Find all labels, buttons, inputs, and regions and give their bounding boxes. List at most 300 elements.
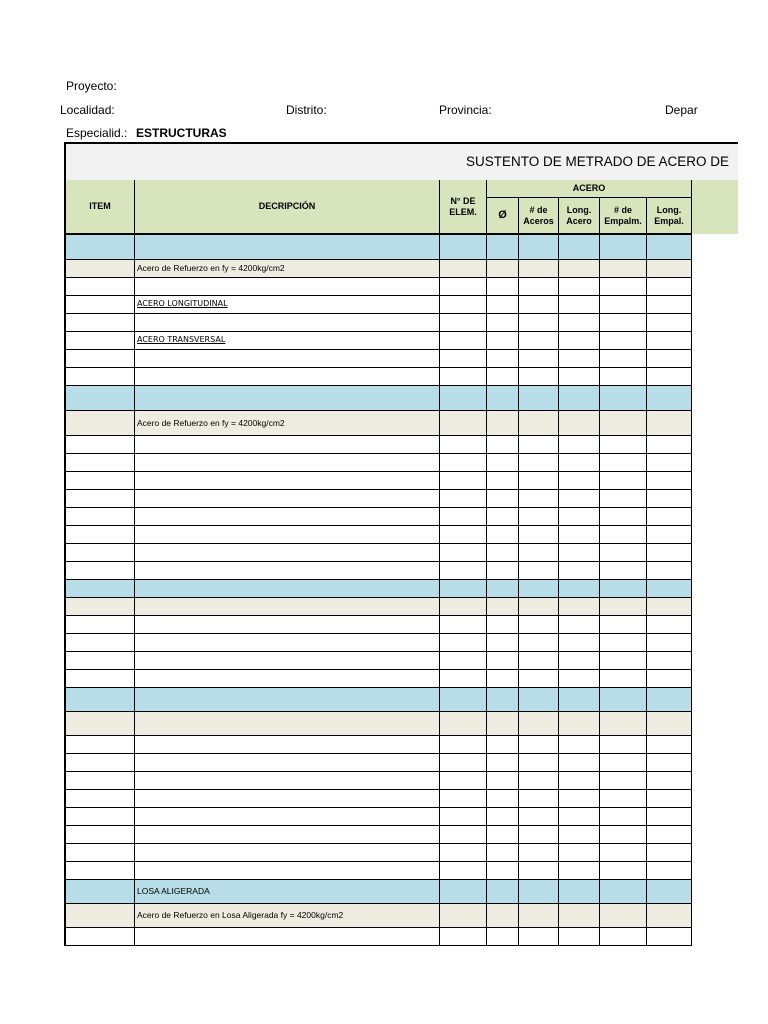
cell-nelem — [440, 904, 487, 928]
cell-desc — [135, 490, 440, 508]
cell-item — [66, 580, 135, 598]
cell-dia — [487, 808, 519, 826]
cell-dia — [487, 235, 519, 260]
table-title: SUSTENTO DE METRADO DE ACERO DE — [466, 154, 730, 169]
cell-nemp — [600, 670, 647, 688]
cell-nac — [519, 634, 559, 652]
cell-item — [66, 736, 135, 754]
cell-item — [66, 508, 135, 526]
cell-lemp — [647, 712, 692, 736]
cell-lac — [559, 350, 600, 368]
cell-item — [66, 712, 135, 736]
cell-lac — [559, 508, 600, 526]
cell-nelem — [440, 544, 487, 562]
cell-nemp — [600, 826, 647, 844]
cell-nelem — [440, 790, 487, 808]
cell-dia — [487, 436, 519, 454]
cell-nelem — [440, 616, 487, 634]
cell-lac — [559, 880, 600, 904]
cell-dia — [487, 454, 519, 472]
cell-lac — [559, 670, 600, 688]
header-long-empal: Long. Empal. — [647, 198, 692, 234]
cell-nelem — [440, 736, 487, 754]
cell-desc — [135, 350, 440, 368]
cell-lemp — [647, 368, 692, 386]
row-description: Acero de Refuerzo en Losa Aligerada fy = 4200kg/cm2 — [137, 910, 344, 920]
cell-lemp — [647, 862, 692, 880]
cell-nac — [519, 296, 559, 314]
cell-item — [66, 436, 135, 454]
cell-dia — [487, 772, 519, 790]
cell-nemp — [600, 314, 647, 332]
cell-nemp — [600, 350, 647, 368]
cell-nelem — [440, 688, 487, 712]
cell-nac — [519, 826, 559, 844]
cell-lac — [559, 314, 600, 332]
cell-dia — [487, 736, 519, 754]
cell-item — [66, 260, 135, 278]
cell-desc — [135, 652, 440, 670]
cell-lac — [559, 688, 600, 712]
cell-lemp — [647, 260, 692, 278]
cell-lemp — [647, 508, 692, 526]
cell-nac — [519, 904, 559, 928]
cell-dia — [487, 616, 519, 634]
cell-nemp — [600, 368, 647, 386]
cell-dia — [487, 278, 519, 296]
cell-nemp — [600, 880, 647, 904]
cell-dia — [487, 712, 519, 736]
cell-nelem — [440, 386, 487, 411]
cell-nelem — [440, 808, 487, 826]
cell-nac — [519, 688, 559, 712]
cell-item — [66, 296, 135, 314]
especialidad-label: Especialid.: — [66, 126, 128, 140]
cell-item — [66, 350, 135, 368]
cell-nelem — [440, 235, 487, 260]
cell-item — [66, 598, 135, 616]
cell-item — [66, 904, 135, 928]
cell-lemp — [647, 562, 692, 580]
cell-lemp — [647, 754, 692, 772]
cell-item — [66, 844, 135, 862]
cell-nelem — [440, 508, 487, 526]
cell-lac — [559, 454, 600, 472]
cell-nac — [519, 844, 559, 862]
cell-lemp — [647, 411, 692, 436]
cell-nemp — [600, 754, 647, 772]
cell-item — [66, 332, 135, 350]
cell-nac — [519, 411, 559, 436]
header-long-acero: Long. Acero — [559, 198, 600, 234]
cell-nac — [519, 670, 559, 688]
departamento-label: Depar — [665, 103, 698, 117]
header-n-elem: N° DE ELEM. — [440, 180, 487, 234]
cell-lac — [559, 754, 600, 772]
cell-dia — [487, 490, 519, 508]
row-description: LOSA ALIGERADA — [137, 886, 210, 896]
cell-nac — [519, 544, 559, 562]
cell-nac — [519, 928, 559, 946]
cell-lemp — [647, 598, 692, 616]
cell-nemp — [600, 862, 647, 880]
cell-nac — [519, 616, 559, 634]
cell-dia — [487, 862, 519, 880]
cell-nelem — [440, 880, 487, 904]
header-diametro: Ø — [487, 198, 519, 234]
cell-nemp — [600, 688, 647, 712]
cell-nelem — [440, 928, 487, 946]
cell-item — [66, 386, 135, 411]
cell-item — [66, 544, 135, 562]
cell-dia — [487, 652, 519, 670]
cell-lac — [559, 436, 600, 454]
cell-nemp — [600, 454, 647, 472]
cell-desc — [135, 235, 440, 260]
cell-dia — [487, 386, 519, 411]
header-extension — [692, 180, 738, 234]
cell-lemp — [647, 928, 692, 946]
cell-nac — [519, 260, 559, 278]
cell-lac — [559, 862, 600, 880]
cell-desc — [135, 772, 440, 790]
cell-dia — [487, 508, 519, 526]
cell-item — [66, 754, 135, 772]
cell-desc — [135, 808, 440, 826]
cell-item — [66, 862, 135, 880]
cell-nemp — [600, 580, 647, 598]
cell-lac — [559, 411, 600, 436]
cell-item — [66, 472, 135, 490]
cell-nac — [519, 598, 559, 616]
cell-dia — [487, 844, 519, 862]
cell-dia — [487, 296, 519, 314]
cell-lac — [559, 386, 600, 411]
cell-item — [66, 235, 135, 260]
cell-desc — [135, 928, 440, 946]
cell-nac — [519, 862, 559, 880]
cell-nelem — [440, 454, 487, 472]
cell-lac — [559, 928, 600, 946]
cell-nemp — [600, 526, 647, 544]
cell-nelem — [440, 332, 487, 350]
cell-lemp — [647, 736, 692, 754]
cell-nemp — [600, 634, 647, 652]
header-acero-group: ACERO — [487, 180, 692, 198]
cell-dia — [487, 544, 519, 562]
cell-item — [66, 526, 135, 544]
cell-nac — [519, 808, 559, 826]
cell-dia — [487, 754, 519, 772]
cell-lac — [559, 472, 600, 490]
cell-item — [66, 616, 135, 634]
cell-desc — [135, 862, 440, 880]
row-description: ACERO TRANSVERSAL — [137, 335, 226, 344]
cell-lac — [559, 772, 600, 790]
cell-lemp — [647, 235, 692, 260]
cell-lemp — [647, 332, 692, 350]
cell-nelem — [440, 260, 487, 278]
cell-lac — [559, 332, 600, 350]
cell-item — [66, 790, 135, 808]
cell-nelem — [440, 754, 487, 772]
cell-lac — [559, 634, 600, 652]
cell-nac — [519, 880, 559, 904]
cell-nemp — [600, 844, 647, 862]
cell-nac — [519, 580, 559, 598]
cell-dia — [487, 670, 519, 688]
cell-dia — [487, 928, 519, 946]
cell-nac — [519, 235, 559, 260]
cell-lac — [559, 712, 600, 736]
cell-dia — [487, 314, 519, 332]
cell-desc — [135, 736, 440, 754]
cell-nac — [519, 790, 559, 808]
header-descripcion: DECRIPCIÓN — [135, 180, 440, 234]
cell-lac — [559, 526, 600, 544]
cell-lac — [559, 544, 600, 562]
cell-lac — [559, 368, 600, 386]
cell-nemp — [600, 411, 647, 436]
cell-nemp — [600, 508, 647, 526]
cell-dia — [487, 472, 519, 490]
cell-desc — [135, 826, 440, 844]
cell-nelem — [440, 278, 487, 296]
cell-dia — [487, 790, 519, 808]
cell-item — [66, 368, 135, 386]
cell-lac — [559, 826, 600, 844]
cell-lac — [559, 296, 600, 314]
cell-desc — [135, 670, 440, 688]
cell-desc — [135, 712, 440, 736]
cell-desc — [135, 598, 440, 616]
localidad-label: Localidad: — [60, 103, 115, 117]
cell-nac — [519, 332, 559, 350]
cell-desc — [135, 790, 440, 808]
cell-lac — [559, 904, 600, 928]
cell-desc — [135, 754, 440, 772]
cell-nelem — [440, 490, 487, 508]
cell-lemp — [647, 688, 692, 712]
cell-item — [66, 562, 135, 580]
cell-nemp — [600, 490, 647, 508]
cell-nelem — [440, 844, 487, 862]
cell-nac — [519, 754, 559, 772]
cell-item — [66, 670, 135, 688]
cell-desc — [135, 616, 440, 634]
cell-item — [66, 772, 135, 790]
cell-desc — [135, 844, 440, 862]
cell-desc — [135, 436, 440, 454]
cell-nemp — [600, 472, 647, 490]
especialidad-value: ESTRUCTURAS — [136, 126, 227, 140]
cell-lemp — [647, 826, 692, 844]
cell-nac — [519, 278, 559, 296]
cell-nelem — [440, 314, 487, 332]
cell-lemp — [647, 350, 692, 368]
cell-lemp — [647, 436, 692, 454]
cell-desc — [135, 580, 440, 598]
distrito-label: Distrito: — [286, 103, 327, 117]
cell-dia — [487, 562, 519, 580]
cell-nac — [519, 736, 559, 754]
cell-item — [66, 454, 135, 472]
cell-item — [66, 490, 135, 508]
cell-lemp — [647, 670, 692, 688]
cell-nelem — [440, 862, 487, 880]
cell-nelem — [440, 562, 487, 580]
cell-dia — [487, 526, 519, 544]
cell-nac — [519, 436, 559, 454]
cell-lemp — [647, 616, 692, 634]
cell-item — [66, 634, 135, 652]
cell-lac — [559, 260, 600, 278]
cell-nac — [519, 368, 559, 386]
cell-nemp — [600, 386, 647, 411]
cell-nelem — [440, 712, 487, 736]
cell-item — [66, 688, 135, 712]
cell-nemp — [600, 736, 647, 754]
cell-item — [66, 278, 135, 296]
cell-nemp — [600, 235, 647, 260]
cell-nemp — [600, 562, 647, 580]
cell-item — [66, 826, 135, 844]
cell-nemp — [600, 772, 647, 790]
cell-dia — [487, 688, 519, 712]
cell-lac — [559, 844, 600, 862]
cell-dia — [487, 904, 519, 928]
cell-lac — [559, 652, 600, 670]
cell-nemp — [600, 652, 647, 670]
cell-nelem — [440, 436, 487, 454]
cell-desc — [135, 508, 440, 526]
cell-lac — [559, 790, 600, 808]
cell-lac — [559, 562, 600, 580]
cell-nac — [519, 350, 559, 368]
cell-lac — [559, 598, 600, 616]
cell-dia — [487, 880, 519, 904]
cell-lemp — [647, 634, 692, 652]
proyecto-label: Proyecto: — [66, 79, 117, 93]
header-n-aceros: # de Aceros — [519, 198, 559, 234]
cell-dia — [487, 598, 519, 616]
cell-item — [66, 808, 135, 826]
cell-nac — [519, 508, 559, 526]
cell-item — [66, 314, 135, 332]
cell-lemp — [647, 904, 692, 928]
cell-nelem — [440, 296, 487, 314]
cell-nac — [519, 472, 559, 490]
cell-nac — [519, 386, 559, 411]
cell-nemp — [600, 616, 647, 634]
cell-lac — [559, 490, 600, 508]
cell-item — [66, 411, 135, 436]
cell-nelem — [440, 580, 487, 598]
cell-lemp — [647, 472, 692, 490]
cell-nemp — [600, 790, 647, 808]
cell-lac — [559, 808, 600, 826]
cell-nelem — [440, 826, 487, 844]
cell-lac — [559, 278, 600, 296]
cell-nemp — [600, 808, 647, 826]
cell-dia — [487, 332, 519, 350]
cell-nac — [519, 526, 559, 544]
cell-lemp — [647, 652, 692, 670]
cell-nac — [519, 490, 559, 508]
cell-nelem — [440, 526, 487, 544]
cell-desc — [135, 544, 440, 562]
cell-lac — [559, 235, 600, 260]
cell-nac — [519, 652, 559, 670]
cell-lac — [559, 580, 600, 598]
cell-lac — [559, 616, 600, 634]
cell-nemp — [600, 332, 647, 350]
cell-nemp — [600, 260, 647, 278]
table-title-bar — [64, 142, 738, 180]
cell-lemp — [647, 278, 692, 296]
cell-dia — [487, 350, 519, 368]
cell-nelem — [440, 634, 487, 652]
cell-nemp — [600, 712, 647, 736]
cell-dia — [487, 260, 519, 278]
cell-desc — [135, 562, 440, 580]
cell-desc — [135, 634, 440, 652]
cell-nemp — [600, 904, 647, 928]
cell-lemp — [647, 314, 692, 332]
cell-nemp — [600, 296, 647, 314]
cell-lemp — [647, 772, 692, 790]
cell-nelem — [440, 472, 487, 490]
cell-dia — [487, 826, 519, 844]
cell-desc — [135, 386, 440, 411]
cell-desc — [135, 368, 440, 386]
cell-dia — [487, 368, 519, 386]
cell-nelem — [440, 411, 487, 436]
cell-nemp — [600, 544, 647, 562]
cell-nemp — [600, 436, 647, 454]
row-description: ACERO LONGITUDINAL — [137, 299, 228, 308]
cell-item — [66, 928, 135, 946]
cell-nac — [519, 314, 559, 332]
cell-desc — [135, 526, 440, 544]
cell-item — [66, 652, 135, 670]
cell-dia — [487, 580, 519, 598]
cell-nemp — [600, 928, 647, 946]
cell-desc — [135, 278, 440, 296]
cell-lemp — [647, 544, 692, 562]
cell-dia — [487, 411, 519, 436]
cell-nac — [519, 712, 559, 736]
cell-nelem — [440, 772, 487, 790]
cell-lemp — [647, 454, 692, 472]
cell-lemp — [647, 490, 692, 508]
cell-nac — [519, 772, 559, 790]
row-description: Acero de Refuerzo en fy = 4200kg/cm2 — [137, 417, 285, 428]
cell-lemp — [647, 526, 692, 544]
cell-dia — [487, 634, 519, 652]
cell-lemp — [647, 386, 692, 411]
cell-nemp — [600, 278, 647, 296]
cell-nac — [519, 562, 559, 580]
header-item: ITEM — [66, 180, 135, 234]
cell-lac — [559, 736, 600, 754]
cell-lemp — [647, 296, 692, 314]
cell-lemp — [647, 880, 692, 904]
cell-item — [66, 880, 135, 904]
header-n-empalm: # de Empalm. — [600, 198, 647, 234]
cell-nemp — [600, 598, 647, 616]
cell-lemp — [647, 844, 692, 862]
